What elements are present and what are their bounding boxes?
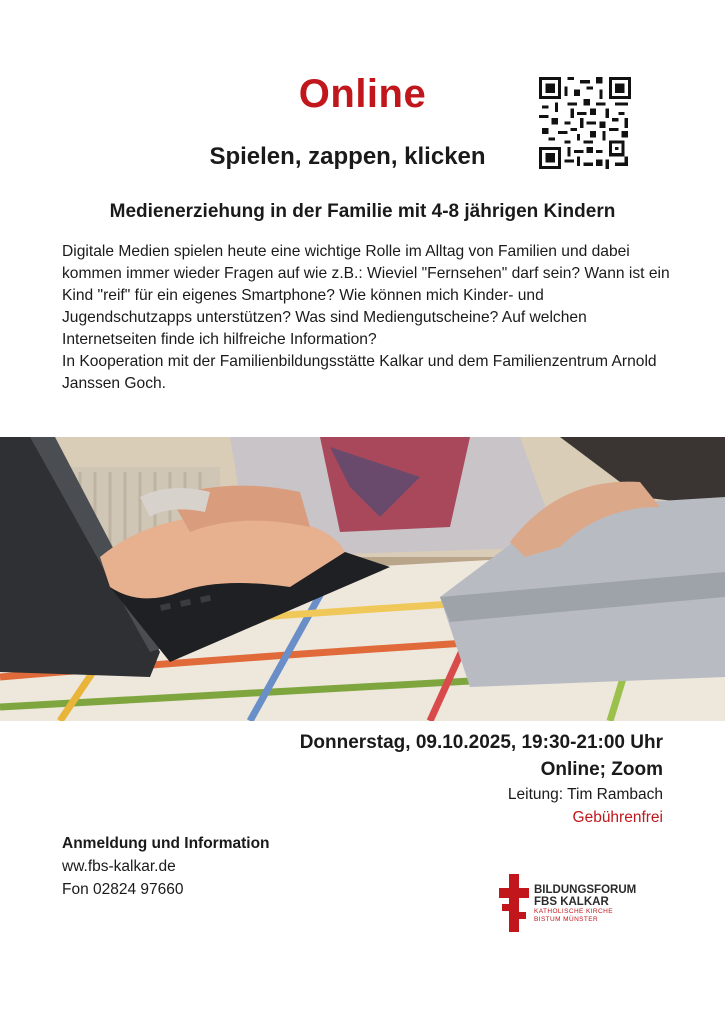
cross-logo-icon [499,874,529,932]
event-date: Donnerstag, 09.10.2025, 19:30-21:00 Uhr [299,732,663,753]
laptop-photo [0,437,725,721]
event-lead: Leitung: Tim Rambach [507,786,663,803]
contact-phone: Fon 02824 97660 [62,881,184,898]
logo-line-4: BISTUM MÜNSTER [534,916,599,923]
cooperation-note: In Kooperation mit der Familienbildungsstätte Kalkar und dem Familienzentrum Arnold Janssen Goch. [62,353,657,392]
logo-line-1: BILDUNGSFORUM [534,884,637,896]
event-place: Online; Zoom [540,759,663,780]
logo-text [534,884,636,924]
subtitle: Spielen, zappen, klicken [209,143,486,170]
contact-website[interactable]: ww.fbs-kalkar.de [62,858,176,875]
description [62,241,672,395]
event-fee: Gebührenfrei [572,809,663,826]
description-paragraph: Digitale Medien spielen heute eine wichtige Rolle im Alltag von Familien und dabei kommen immer wieder Fragen auf wie z.B.: Wieviel "Fernsehen" darf sein? Wann ist ein Kind "reif" für ein eigenes Smartphone? Wie können mich Kinder- und Jugendschutzapps unterstützen? Was sind Mediengutscheine? Auf welchen Internetseiten finde ich hilfreiche Information? [62,243,670,348]
logo-line-2: FBS KALKAR [534,896,609,908]
contact-block [62,832,270,901]
page-title: Online [298,72,427,116]
main-heading: Medienerziehung in der Familie mit 4-8 jährigen Kindern [109,201,616,222]
contact-title: Anmeldung und Information [62,835,270,852]
organization-logo [499,874,659,932]
logo-line-3: KATHOLISCHE KIRCHE [534,908,613,915]
